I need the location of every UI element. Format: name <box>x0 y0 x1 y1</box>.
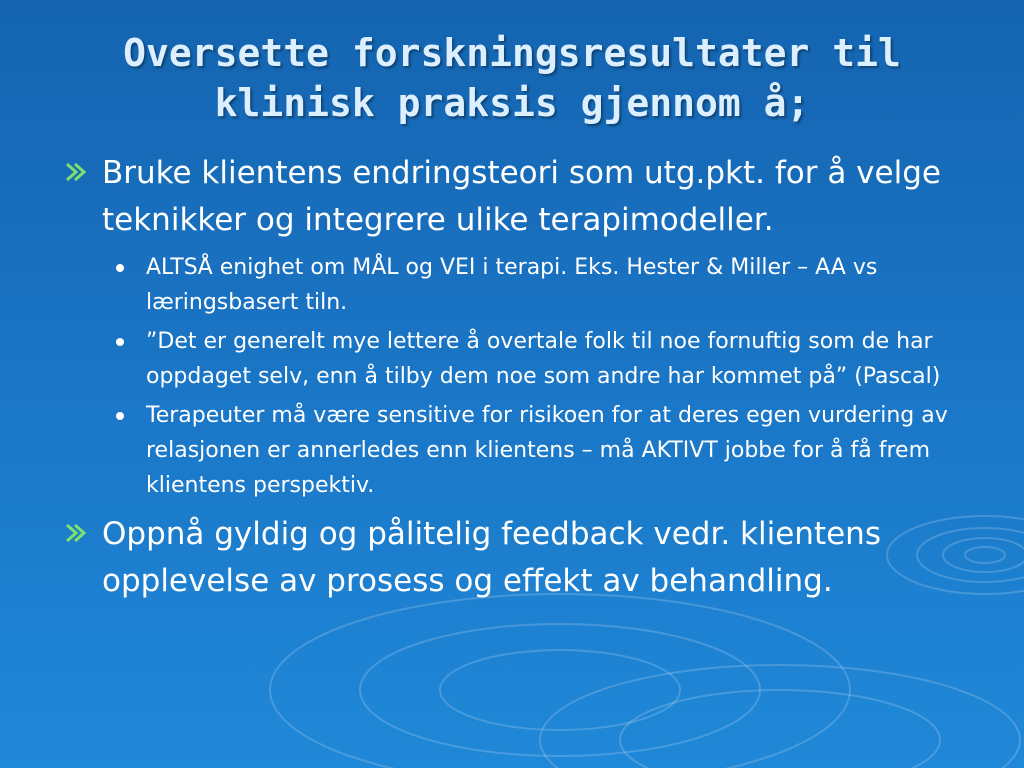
sub-bullet-text: Terapeuter må være sensitive for risikoen for at deres egen vurdering av relasjonen er annerledes enn klientens – må AKTIVT jobbe for å få frem klientens perspektiv. <box>146 403 948 498</box>
arrow-bullet-icon <box>64 521 88 545</box>
dot-bullet-icon <box>116 264 124 272</box>
sub-bullet-item <box>108 398 964 503</box>
slide-title <box>60 28 964 128</box>
slide-body <box>64 150 964 605</box>
sub-bullet-item <box>108 324 964 394</box>
arrow-bullet-icon <box>64 160 88 184</box>
sub-bullet-text: ALTSÅ enighet om MÅL og VEI i terapi. Eks. Hester & Miller – AA vs læringsbasert tiln. <box>146 255 878 315</box>
dot-bullet-icon <box>116 412 124 420</box>
sub-bullet-list <box>108 250 964 503</box>
dot-bullet-icon <box>116 338 124 346</box>
bullet-text: Bruke klientens endringsteori som utg.pkt. for å velge teknikker og integrere ulike terapimodeller. <box>102 155 941 238</box>
bullet-text: Oppnå gyldig og pålitelig feedback vedr. klientens opplevelse av prosess og effekt av behandling. <box>102 516 881 599</box>
title-line-1: Oversette forskningsresultater til <box>123 31 901 75</box>
title-line-2: klinisk praksis gjennom å; <box>214 81 810 125</box>
sub-bullet-item <box>108 250 964 320</box>
bullet-item <box>64 511 964 605</box>
bullet-item <box>64 150 964 244</box>
sub-bullet-text: ”Det er generelt mye lettere å overtale folk til noe fornuftig som de har oppdaget selv, enn å tilby dem noe som andre har kommet på” (Pascal) <box>146 329 941 389</box>
